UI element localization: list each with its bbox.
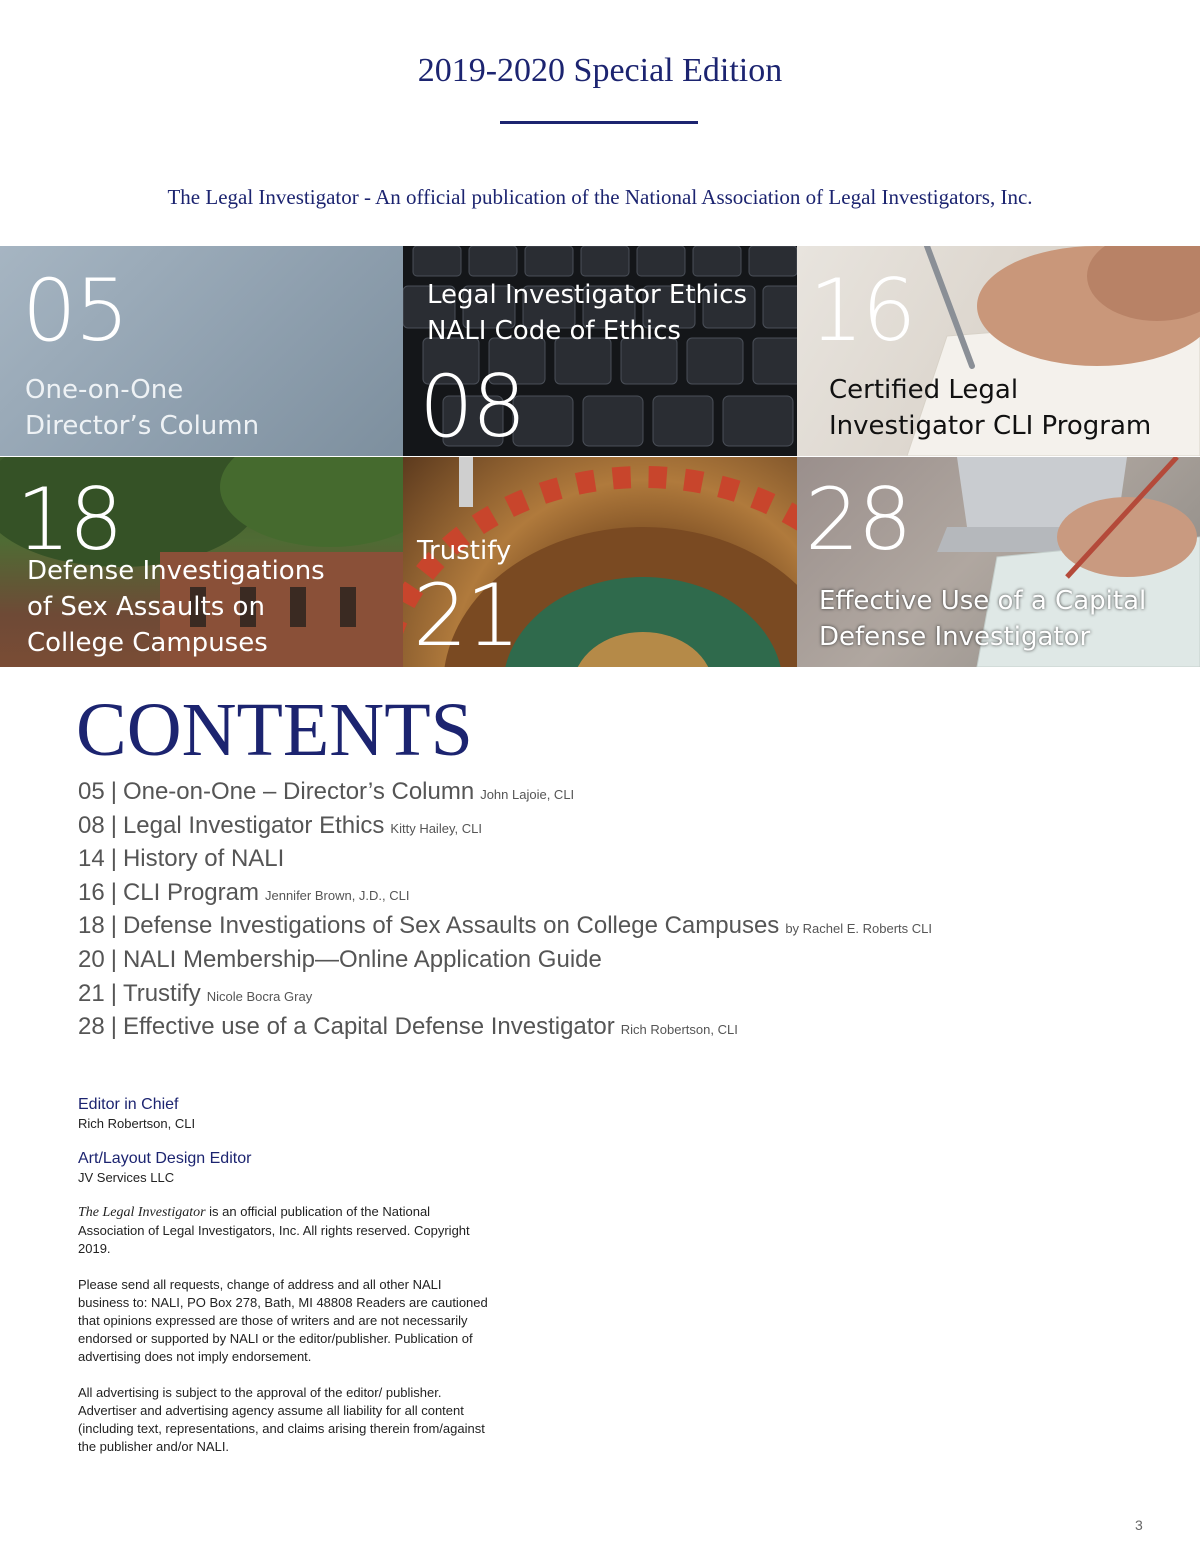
design-editor-label: Art/Layout Design Editor [78,1150,252,1167]
tile-defense-investigations[interactable] [0,457,403,667]
tile-caption-line: Defense Investigator [819,622,1091,652]
tile-page-number: 05 [22,261,128,361]
toc-separator: | [110,979,117,1007]
tile-caption-line: of Sex Assaults on [27,592,265,622]
toc-entry[interactable] [78,775,1128,809]
tile-page-number: 18 [16,470,122,570]
toc-separator: | [110,811,117,839]
toc-title: Legal Investigator Ethics [122,811,385,839]
tile-ethics[interactable] [403,246,797,456]
editor-label: Editor in Chief [78,1096,179,1113]
table-of-contents [78,775,1128,1044]
advertising-notice: All advertising is subject to the approval of the editor/ publisher. Advertiser and advertising agency assume all liability for all content (including text, representations, and claims arising therein from/against the publisher and/or NALI. [78,1385,485,1454]
toc-page: 21 [78,979,105,1007]
toc-entry[interactable] [78,842,1128,876]
toc-page: 28 [78,1013,105,1041]
title-rule [500,121,698,124]
tile-page-number: 08 [419,357,525,456]
toc-author: Jennifer Brown, J.D., CLI [264,887,410,903]
toc-page: 08 [78,811,105,839]
toc-separator: | [110,778,117,805]
tile-caption-line: Certified Legal [829,375,1019,405]
tile-caption-line: One-on-One [25,375,184,405]
tile-caption-line: Trustify [417,536,512,566]
toc-entry[interactable] [78,876,1128,910]
toc-page: 05 [78,778,105,805]
toc-title: NALI Membership—Online Application Guide [122,945,602,973]
toc-page: 16 [78,878,105,906]
tile-page-number: 16 [809,261,915,361]
toc-page: 14 [78,845,105,873]
toc-title: Effective use of a Capital Defense Investigator [122,1013,615,1041]
page-number: 3 [1135,1517,1143,1533]
tile-page-number: 28 [805,470,911,570]
tile-caption-line: Investigator CLI Program [829,411,1152,441]
toc-separator: | [110,912,117,940]
toc-title: One-on-One – Director’s Column [122,778,475,805]
toc-author: Kitty Hailey, CLI [390,820,482,836]
publication-logo: The Legal Investigator [78,1205,206,1220]
requests-notice: Please send all requests, change of address and all other NALI business to: NALI, PO Box 278, Bath, MI 48808 Readers are cautioned that opinions expressed are those of writers and are not necessarily endorsed or supported by NALI or the editor/publisher. Publication of advertising does not imply endorsement. [78,1277,488,1364]
tile-caption-line: Director’s Column [25,411,260,441]
tile-trustify[interactable] [403,457,797,667]
tile-caption-line: Defense Investigations [27,556,325,586]
tile-directors-column[interactable] [0,246,403,456]
tile-capital-defense[interactable] [797,457,1200,667]
toc-separator: | [110,845,117,873]
toc-entry[interactable] [78,977,1128,1011]
toc-author: by Rachel E. Roberts CLI [785,921,932,937]
masthead [78,1095,488,1474]
publication-subtitle: The Legal Investigator - An official publication of the National Association of Legal Investigators, Inc. [167,185,1033,209]
tile-caption-line: NALI Code of Ethics [427,316,681,346]
toc-entry[interactable] [78,943,1128,977]
toc-title: CLI Program [122,878,259,906]
toc-entry[interactable] [78,809,1128,843]
tile-caption-line: College Campuses [27,628,268,658]
toc-title: Defense Investigations of Sex Assaults on College Campuses [122,912,780,940]
toc-page: 20 [78,945,105,973]
contents-heading: CONTENTS [76,688,473,772]
design-editor-name: JV Services LLC [78,1170,175,1185]
tile-caption-line: Legal Investigator Ethics [427,280,748,310]
toc-page: 18 [78,912,105,940]
tile-page-number: 21 [413,566,519,666]
edition-title: 2019-2020 Special Edition [417,52,783,89]
toc-separator: | [110,945,117,973]
toc-author: Nicole Bocra Gray [206,988,313,1004]
toc-entry[interactable] [78,909,1128,943]
toc-separator: | [110,878,117,906]
tile-caption-line: Effective Use of a Capital [819,586,1147,616]
toc-author: Rich Robertson, CLI [620,1022,738,1038]
editor-name: Rich Robertson, CLI [78,1116,196,1131]
publication-notice [78,1203,488,1258]
toc-separator: | [110,1013,117,1041]
toc-entry[interactable] [78,1010,1128,1044]
toc-author: John Lajoie, CLI [480,787,575,802]
publication-notice-text: is an official publication of the National Association of Legal Investigators, Inc. All rights reserved. Copyright 2019. [78,1204,470,1256]
toc-title: Trustify [122,979,201,1007]
tile-cli-program[interactable] [797,246,1200,456]
feature-tiles [0,246,1200,667]
toc-title: History of NALI [122,845,285,873]
